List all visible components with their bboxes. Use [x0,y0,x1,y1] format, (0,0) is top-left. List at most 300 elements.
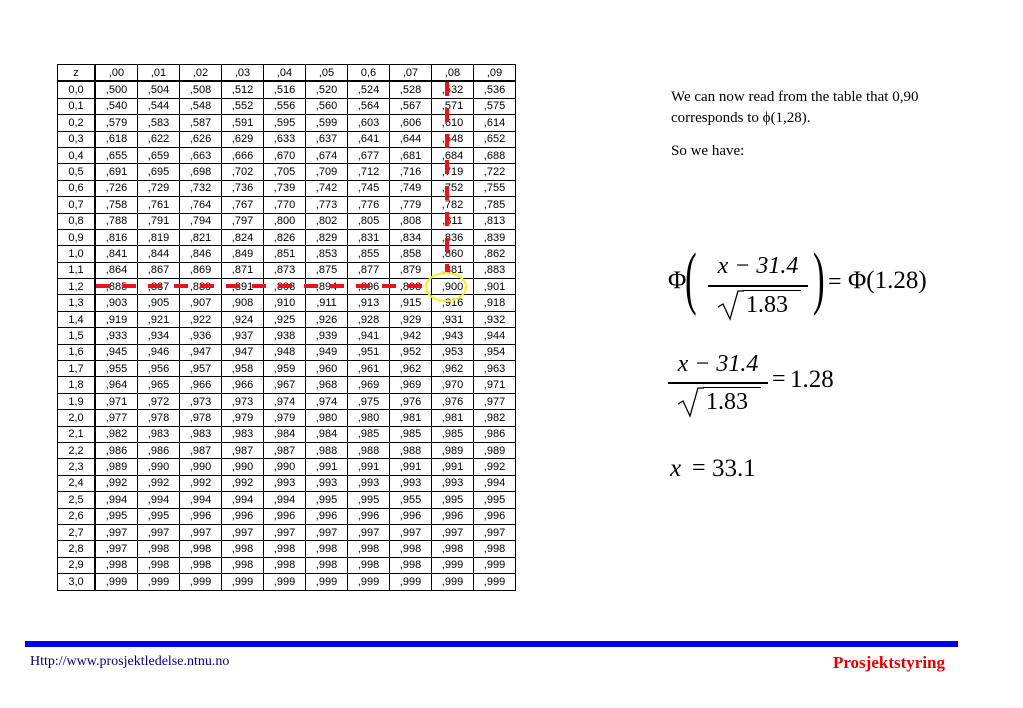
probability-cell: ,709 [306,164,348,180]
probability-cell: ,767 [222,197,264,213]
probability-cell: ,993 [306,475,348,491]
probability-cell: ,839 [474,229,516,245]
probability-cell: ,997 [306,524,348,540]
z-value-cell: 2,0 [58,410,96,426]
probability-cell: ,782 [432,197,474,213]
probability-cell: ,959 [264,361,306,377]
probability-cell: ,989 [474,442,516,458]
probability-cell: ,994 [474,475,516,491]
probability-cell: ,894 [306,279,348,295]
probability-cell: ,987 [222,442,264,458]
probability-cell: ,944 [474,328,516,344]
probability-cell: ,858 [390,246,432,262]
z-value-cell: 0,8 [58,213,96,229]
probability-cell: ,695 [138,164,180,180]
eq3-lhs: x [670,455,682,482]
probability-cell: ,967 [264,377,306,393]
probability-cell: ,961 [348,361,390,377]
probability-cell: ,599 [306,115,348,131]
eq2-sqrt-icon [676,386,704,418]
probability-cell: ,925 [264,311,306,327]
table-row [58,180,516,196]
probability-cell: ,952 [390,344,432,360]
probability-cell: ,536 [474,81,516,98]
probability-cell: ,722 [474,164,516,180]
probability-cell: ,953 [432,344,474,360]
probability-cell: ,997 [95,541,138,557]
probability-cell: ,997 [95,524,138,540]
equation-2 [668,345,868,425]
probability-cell: ,979 [222,410,264,426]
eq1-denominator: 1.83 [746,292,788,318]
probability-cell: ,855 [348,246,390,262]
probability-cell: ,844 [138,246,180,262]
probability-cell: ,684 [432,147,474,163]
probability-cell: ,919 [95,311,138,327]
probability-cell: ,998 [180,557,222,573]
probability-cell: ,997 [264,524,306,540]
probability-cell: ,758 [95,197,138,213]
probability-cell: ,911 [306,295,348,311]
z-value-cell: 0,0 [58,81,96,98]
probability-cell: ,853 [306,246,348,262]
probability-cell: ,985 [432,426,474,442]
z-value-cell: 2,9 [58,557,96,573]
probability-cell: ,729 [138,180,180,196]
probability-cell: ,829 [306,229,348,245]
probability-cell: ,974 [306,393,348,409]
probability-cell: ,988 [348,442,390,458]
eq3-equals: = [692,455,706,481]
probability-cell: ,999 [264,574,306,590]
probability-cell: ,896 [348,279,390,295]
table-row [58,426,516,442]
probability-cell: ,977 [95,410,138,426]
probability-cell: ,736 [222,180,264,196]
probability-cell: ,556 [264,98,306,114]
table-row [58,279,516,295]
probability-cell: ,610 [432,115,474,131]
probability-cell: ,644 [390,131,432,147]
probability-cell: ,976 [432,393,474,409]
probability-cell: ,516 [264,81,306,98]
probability-cell: ,992 [222,475,264,491]
probability-cell: ,990 [222,459,264,475]
probability-cell: ,791 [138,213,180,229]
probability-cell: ,993 [264,475,306,491]
table-row [58,377,516,393]
probability-cell: ,860 [432,246,474,262]
probability-cell: ,978 [138,410,180,426]
probability-cell: ,988 [390,442,432,458]
probability-cell: ,929 [390,311,432,327]
eq3-rhs: 33.1 [712,455,756,482]
z-value-cell: 0,5 [58,164,96,180]
table-row [58,524,516,540]
probability-cell: ,997 [432,524,474,540]
z-value-cell: 0,1 [58,98,96,114]
eq2-rhs: 1.28 [790,366,834,393]
z-value-cell: 1,4 [58,311,96,327]
z-value-cell: 2,6 [58,508,96,524]
equation-1 [668,240,958,325]
probability-cell: ,921 [138,311,180,327]
probability-cell: ,957 [180,361,222,377]
footer-url[interactable]: Http://www.prosjektledelse.ntnu.no [30,654,230,669]
probability-cell: ,520 [306,81,348,98]
probability-cell: ,745 [348,180,390,196]
column-header-cell: ,02 [180,65,222,82]
probability-cell: ,583 [138,115,180,131]
table-row [58,81,516,98]
column-header-cell: 0,6 [348,65,390,82]
probability-cell: ,958 [222,361,264,377]
probability-cell: ,999 [432,574,474,590]
probability-cell: ,992 [95,475,138,491]
z-value-cell: 0,6 [58,180,96,196]
probability-cell: ,994 [95,492,138,508]
footer-brand: Prosjektstyring [832,653,945,672]
z-value-cell: 2,1 [58,426,96,442]
probability-cell: ,993 [390,475,432,491]
z-value-cell: 0,7 [58,197,96,213]
table-row [58,492,516,508]
probability-cell: ,785 [474,197,516,213]
probability-cell: ,994 [180,492,222,508]
z-value-cell: 2,8 [58,541,96,557]
probability-cell: ,885 [95,279,138,295]
probability-cell: ,997 [348,524,390,540]
probability-cell: ,998 [474,541,516,557]
phi-symbol: ϕ [762,110,771,126]
probability-cell: ,834 [390,229,432,245]
probability-cell: ,512 [222,81,264,98]
probability-cell: ,915 [390,295,432,311]
probability-cell: ,773 [306,197,348,213]
probability-cell: ,998 [432,541,474,557]
table-row [58,344,516,360]
explanation-text [671,87,991,174]
eq1-rhs: Φ(1.28) [848,267,927,294]
z-value-cell: 1,2 [58,279,96,295]
table-row [58,164,516,180]
probability-cell: ,995 [348,492,390,508]
probability-cell: ,965 [138,377,180,393]
z-value-cell: 1,3 [58,295,96,311]
table-row [58,197,516,213]
probability-cell: ,990 [264,459,306,475]
probability-cell: ,862 [474,246,516,262]
probability-cell: ,996 [474,508,516,524]
probability-cell: ,997 [390,524,432,540]
eq1-numerator: x − 31.4 [717,253,799,279]
probability-cell: ,794 [180,213,222,229]
probability-cell: ,869 [180,262,222,278]
probability-cell: ,618 [95,131,138,147]
probability-cell: ,982 [95,426,138,442]
probability-cell: ,849 [222,246,264,262]
probability-cell: ,998 [264,541,306,557]
probability-cell: ,955 [390,492,432,508]
eq1-left-paren: ( [685,240,697,317]
probability-cell: ,595 [264,115,306,131]
probability-cell: ,864 [95,262,138,278]
probability-cell: ,851 [264,246,306,262]
probability-cell: ,564 [348,98,390,114]
probability-cell: ,991 [348,459,390,475]
probability-cell: ,802 [306,213,348,229]
table-row [58,393,516,409]
probability-cell: ,824 [222,229,264,245]
probability-cell: ,981 [390,410,432,426]
z-value-cell: 2,4 [58,475,96,491]
table-row [58,98,516,114]
z-value-cell: 2,2 [58,442,96,458]
probability-cell: ,987 [264,442,306,458]
probability-cell: ,999 [180,574,222,590]
table-row [58,557,516,573]
probability-cell: ,990 [180,459,222,475]
column-header-cell: ,07 [390,65,432,82]
probability-cell: ,992 [138,475,180,491]
probability-cell: ,971 [474,377,516,393]
table-row [58,246,516,262]
probability-cell: ,881 [432,262,474,278]
eq2-fraction-bar [668,382,768,384]
probability-cell: ,500 [95,81,138,98]
probability-cell: ,956 [138,361,180,377]
table-row [58,295,516,311]
probability-cell: ,998 [348,541,390,557]
probability-cell: ,999 [474,574,516,590]
probability-cell: ,508 [180,81,222,98]
probability-cell: ,970 [432,377,474,393]
probability-cell: ,999 [222,574,264,590]
probability-cell: ,742 [306,180,348,196]
z-value-cell: 3,0 [58,574,96,590]
probability-cell: ,955 [95,361,138,377]
probability-cell: ,891 [222,279,264,295]
probability-cell: ,949 [306,344,348,360]
probability-cell: ,652 [474,131,516,147]
probability-cell: ,999 [306,574,348,590]
probability-cell: ,995 [95,508,138,524]
table-row [58,361,516,377]
probability-cell: ,945 [95,344,138,360]
probability-cell: ,977 [474,393,516,409]
probability-cell: ,755 [474,180,516,196]
probability-cell: ,975 [348,393,390,409]
table-row [58,328,516,344]
probability-cell: ,986 [474,426,516,442]
probability-cell: ,907 [180,295,222,311]
explanation-paragraph [671,87,991,129]
probability-cell: ,719 [432,164,474,180]
probability-cell: ,984 [306,426,348,442]
probability-cell: ,677 [348,147,390,163]
probability-cell: ,951 [348,344,390,360]
probability-cell: ,816 [95,229,138,245]
probability-cell: ,681 [390,147,432,163]
probability-cell: ,994 [222,492,264,508]
probability-cell: ,528 [390,81,432,98]
probability-cell: ,996 [348,508,390,524]
probability-cell: ,712 [348,164,390,180]
probability-cell: ,966 [180,377,222,393]
probability-cell: ,963 [474,361,516,377]
probability-cell: ,998 [390,557,432,573]
probability-cell: ,932 [474,311,516,327]
probability-cell: ,962 [390,361,432,377]
probability-cell: ,934 [138,328,180,344]
probability-cell: ,943 [432,328,474,344]
probability-cell: ,985 [348,426,390,442]
probability-cell: ,910 [264,295,306,311]
probability-cell: ,908 [222,295,264,311]
probability-cell: ,918 [474,295,516,311]
table-header-row [58,65,516,82]
probability-cell: ,960 [306,361,348,377]
probability-cell: ,629 [222,131,264,147]
column-header-cell: ,01 [138,65,180,82]
probability-cell: ,901 [474,279,516,295]
z-value-cell: 0,2 [58,115,96,131]
z-value-cell: 0,3 [58,131,96,147]
explanation-line2-after: (1,28). [770,110,811,126]
probability-cell: ,761 [138,197,180,213]
z-table [57,64,516,591]
table-row [58,262,516,278]
probability-cell: ,928 [348,311,390,327]
probability-cell: ,997 [138,524,180,540]
probability-cell: ,994 [264,492,306,508]
probability-cell: ,893 [264,279,306,295]
probability-cell: ,841 [95,246,138,262]
probability-cell: ,875 [306,262,348,278]
probability-cell: ,999 [348,574,390,590]
probability-cell: ,985 [390,426,432,442]
table-row [58,475,516,491]
eq1-sqrt-icon [716,289,744,321]
probability-cell: ,998 [306,557,348,573]
table-row [58,574,516,590]
probability-cell: ,993 [348,475,390,491]
probability-cell: ,968 [306,377,348,393]
probability-cell: ,979 [264,410,306,426]
probability-cell: ,995 [138,508,180,524]
probability-cell: ,996 [432,508,474,524]
probability-cell: ,805 [348,213,390,229]
probability-cell: ,946 [138,344,180,360]
probability-cell: ,947 [180,344,222,360]
table-row [58,459,516,475]
eq2-numerator: x − 31.4 [677,351,759,377]
probability-cell: ,986 [95,442,138,458]
probability-cell: ,997 [222,524,264,540]
column-header-cell: ,00 [95,65,138,82]
z-value-cell: 1,9 [58,393,96,409]
probability-cell: ,994 [138,492,180,508]
probability-cell: ,877 [348,262,390,278]
explanation-line1: We can now read from the table that 0,90 [671,89,919,105]
table-row [58,410,516,426]
probability-cell: ,983 [222,426,264,442]
probability-cell: ,991 [306,459,348,475]
probability-cell: ,981 [432,410,474,426]
table-row [58,442,516,458]
table-row [58,311,516,327]
probability-cell: ,702 [222,164,264,180]
z-value-cell: 1,8 [58,377,96,393]
probability-cell: ,980 [306,410,348,426]
probability-cell: ,913 [348,295,390,311]
probability-cell: ,976 [390,393,432,409]
probability-cell: ,821 [180,229,222,245]
probability-cell: ,548 [180,98,222,114]
eq1-sqrt [716,289,806,321]
probability-cell: ,973 [222,393,264,409]
eq2-equals: = [772,366,786,392]
probability-cell: ,532 [432,81,474,98]
probability-cell: ,900 [432,279,474,295]
probability-cell: ,998 [138,557,180,573]
probability-cell: ,732 [180,180,222,196]
probability-cell: ,873 [264,262,306,278]
probability-cell: ,603 [348,115,390,131]
probability-cell: ,931 [432,311,474,327]
probability-cell: ,936 [180,328,222,344]
probability-cell: ,524 [348,81,390,98]
probability-cell: ,983 [138,426,180,442]
probability-cell: ,716 [390,164,432,180]
probability-cell: ,991 [390,459,432,475]
probability-cell: ,571 [432,98,474,114]
probability-cell: ,905 [138,295,180,311]
probability-cell: ,898 [390,279,432,295]
probability-cell: ,670 [264,147,306,163]
probability-cell: ,663 [180,147,222,163]
probability-cell: ,739 [264,180,306,196]
probability-cell: ,779 [390,197,432,213]
column-header-cell: ,08 [432,65,474,82]
probability-cell: ,591 [222,115,264,131]
probability-cell: ,999 [474,557,516,573]
z-header-cell: z [58,65,96,82]
z-value-cell: 1,5 [58,328,96,344]
probability-cell: ,916 [432,295,474,311]
probability-cell: ,999 [432,557,474,573]
probability-cell: ,982 [474,410,516,426]
probability-cell: ,996 [306,508,348,524]
probability-cell: ,939 [306,328,348,344]
probability-cell: ,998 [264,557,306,573]
probability-cell: ,966 [222,377,264,393]
probability-cell: ,674 [306,147,348,163]
probability-cell: ,691 [95,164,138,180]
probability-cell: ,964 [95,377,138,393]
probability-cell: ,688 [474,147,516,163]
probability-cell: ,998 [95,557,138,573]
probability-cell: ,903 [95,295,138,311]
probability-cell: ,641 [348,131,390,147]
probability-cell: ,996 [222,508,264,524]
probability-cell: ,938 [264,328,306,344]
eq1-equals: = [828,269,842,295]
probability-cell: ,995 [432,492,474,508]
probability-cell: ,947 [222,344,264,360]
probability-cell: ,998 [348,557,390,573]
probability-cell: ,998 [138,541,180,557]
